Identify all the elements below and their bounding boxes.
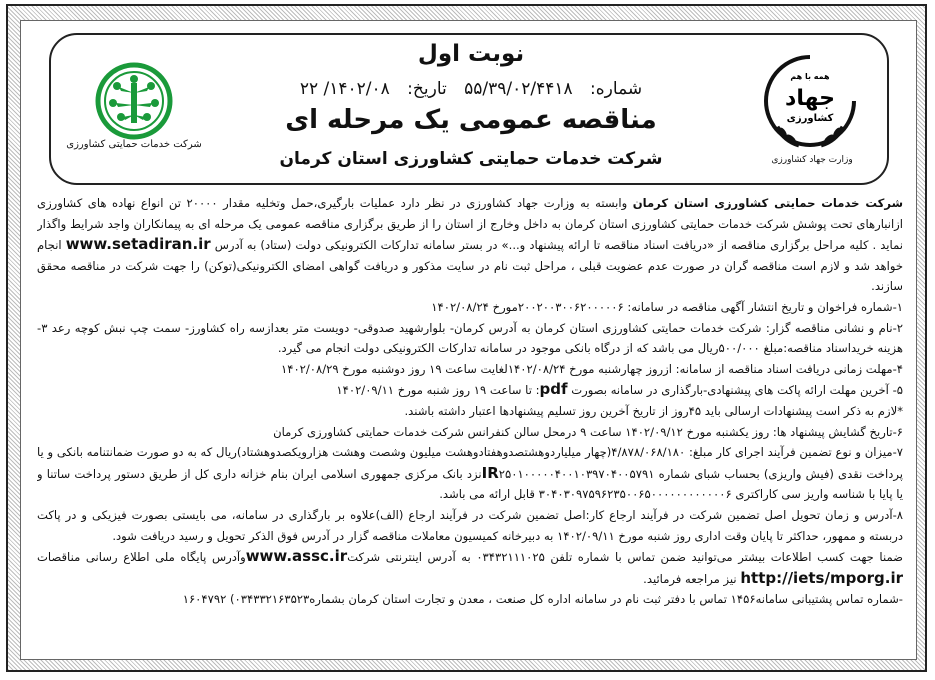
- item-5-b: : تا ساعت ۱۹ روز شنبه مورخ ۱۴۰۲/۰۹/۱۱: [336, 383, 540, 398]
- setadiran-link[interactable]: www.setadiran.ir: [65, 235, 211, 254]
- validity-note: *لازم به ذکر است پیشنهادات ارسالی باید ۴۵روز از تاریخ آخرین روز تسلیم پیشنهادها اعتبار داشته باشند.: [404, 403, 903, 418]
- header-box: [49, 33, 889, 185]
- item-5: [37, 379, 903, 401]
- ministry-emblem-icon: [755, 49, 865, 153]
- date-value: ۱۴۰۲/۰۸/ ۲۲: [299, 79, 390, 99]
- number-value: ۵۵/۳۹/۰۲/۴۴۱۸: [464, 79, 573, 99]
- intro-text: وابسته به وزارت جهاد کشاورزی در نظر دارد عملیات بارگیری،حمل وتخلیه مقدار ۲۰۰۰۰ تن انواع نهاده های کشاورزی ازانبارهای تحت پوشش شرکت خدمات حمایتی کشاورزی استان کرمان به داخل وخارج از استان را از طریق برگزاری مناقصه عمومی یک مرحله ای به پیمانکاران واجد شرایط واگذار نماید . کلیه مراحل برگزاری مناقصه از «دریافت اسناد مناقصه تا ارائه پیشنهاد و...» در بستر سامانه تدارکات الکترونیکی دولت (ستاد) به آدرس: [37, 196, 903, 253]
- ministry-logo-sub: کشاورزی: [786, 113, 834, 124]
- company-emblem-icon: [69, 53, 199, 153]
- ministry-small-text: همه با هم: [790, 72, 830, 81]
- contact-c: نیز مراجعه فرمائید.: [643, 571, 741, 586]
- company-logo-caption: شرکت خدمات حمایتی کشاورزی: [66, 139, 202, 150]
- iban-prefix: IR: [481, 463, 499, 482]
- round-title: نوبت اول: [417, 41, 525, 67]
- tender-body: [37, 193, 903, 657]
- assc-link[interactable]: www.assc.ir: [245, 547, 348, 566]
- ad-frame: [6, 4, 927, 672]
- intro-paragraph: [37, 193, 903, 297]
- tender-title: مناقصه عمومی یک مرحله ای: [285, 105, 657, 135]
- contact-a: ضمنا جهت کسب اطلاعات بیشتر می‌توانید ضمن تماس با شماره تلفن ۰۳۴۳۲۱۱۱۰۲۵ به آدرس اینترنتی شرکت: [347, 550, 903, 565]
- company-logo: [69, 53, 199, 173]
- intro-company: شرکت خدمات حمایتی کشاورزی استان کرمان: [632, 196, 903, 210]
- item-4: ۴-مهلت زمانی دریافت اسناد مناقصه از سامانه: ازروز چهارشنبه مورخ ۱۴۰۲/۰۸/۲۴لغایت ساعت ۱۹ روز دوشنبه مورخ ۱۴۰۲/۰۸/۲۹: [280, 361, 903, 376]
- contact-paragraph: [37, 546, 903, 589]
- company-name: شرکت خدمات حمایتی کشاورزی استان کرمان: [279, 149, 663, 169]
- iets-link[interactable]: http://iets/mporg.ir: [740, 568, 903, 587]
- item-7-a: ۷-میزان و نوع تضمین فرآیند اجرای کار مبلغ: ۴/۸۷۸/۰۶۸/۱۸۰(چهار میلیاردوهشتصدوهفتادوهشت میلیون وشصت وهشت هزارویکصدوهشتاد)ریال که به دو صورت ضمانتنامه بانکی و یا پرداخت نقدی (فیش واریزی) بحساب شبای شماره: [37, 445, 903, 481]
- contact-b: وآدرس پایگاه ملی اطلاع رسانی مناقصات: [37, 550, 246, 565]
- ministry-logo-word: جهاد: [785, 86, 835, 111]
- item-1: ۱-شماره فراخوان و تاریخ انتشار آگهی مناقصه در سامانه: ۲۰۰۲۰۰۳۰۰۶۲۰۰۰۰۰۶مورخ ۱۴۰۲/۰۸/۲۴: [431, 299, 903, 314]
- item-7: [37, 442, 903, 505]
- reference-line: [221, 79, 721, 99]
- ad-content: [20, 20, 917, 660]
- ministry-logo-caption: وزارت جهاد کشاورزی: [771, 155, 853, 165]
- item-7-b: ۲۵۰۱۰۰۰۰۰۴۰۰۱۰۳۹۷۰۴۰۰۵۷۹۱نزد بانک مرکزی جمهوری اسلامی ایران بنام خزانه داری کل از طریق دستور پرداخت ساتنا و یا پایا با شناسه واریز سی کاراکتری ۳۰۴۰۳۰۹۷۵۹۶۲۳۵۰۰۶۵۰۰۰۰۰۰۰۰۰۰۰۰۶ قابل ارائه می باشد.: [37, 466, 903, 502]
- item-5-a: ۵- آخرین مهلت ارائه پاکت های پیشنهادی-بارگذاری در سامانه بصورت: [567, 383, 903, 398]
- item-6: ۶-تاریخ گشایش پیشنهاد ها: روز یکشنبه مورخ ۱۴۰۲/۰۹/۱۲ ساعت ۹ درمحل سالن کنفرانس شرکت خدمات حمایتی کشاورزی کرمان: [273, 424, 903, 439]
- number-label: شماره:: [590, 79, 643, 99]
- pdf-label: pdf: [539, 380, 568, 399]
- support-line: -شماره تماس پشتیبانی سامانه۱۴۵۶ تماس با دفتر ثبت نام در سامانه اداره کل صنعت ، معدن و تجارت استان کرمان بشماره۰۳۴۳۳۲۱۶۳۵۲۳) ۱۶۰۴۷۹۲: [182, 592, 903, 607]
- item-2: ۲-نام و نشانی مناقصه گزار: شرکت خدمات حمایتی کشاورزی استان کرمان به آدرس کرمان- بلوارشهید صدوقی- دویست متر بعدازسه راه کشاورز- سمت چپ نبش کوچه رعد ۳-هزینه خریداسناد مناقصه:مبلغ ۵۰۰/۰۰۰ریال می باشد که از درگاه بانکی موجود در سامانه تدارکات الکترونیکی دولت انجام می گیرد.: [37, 320, 903, 356]
- item-8: ۸-آدرس و زمان تحویل اصل تضمین شرکت در فرآیند ارجاع کار:اصل تضمین شرکت در فرآیند ارجاع (الف)علاوه بر بارگذاری در سامانه، می بایستی بصورت فیزیکی و در پاکت دربسته و ممهور، حداکثر تا پایان وقت اداری روز شنبه مورخ ۱۴۰۲/۰۹/۱۱ به دبیرخانه کمیسیون معاملات مناقصه گزار در آدرس فوق الذکر تحویل و رسید دریافت شود.: [37, 507, 903, 543]
- date-label: تاریخ:: [407, 79, 447, 99]
- intro-text-2: انجام خواهد شد و لازم است مناقصه گران در صورت عدم عضویت قبلی ، مراحل ثبت نام در سایت مذکور و دریافت گواهی امضای الکترونیکی(توکن) را جهت شرکت در مناقصه محقق سازند.: [37, 238, 903, 294]
